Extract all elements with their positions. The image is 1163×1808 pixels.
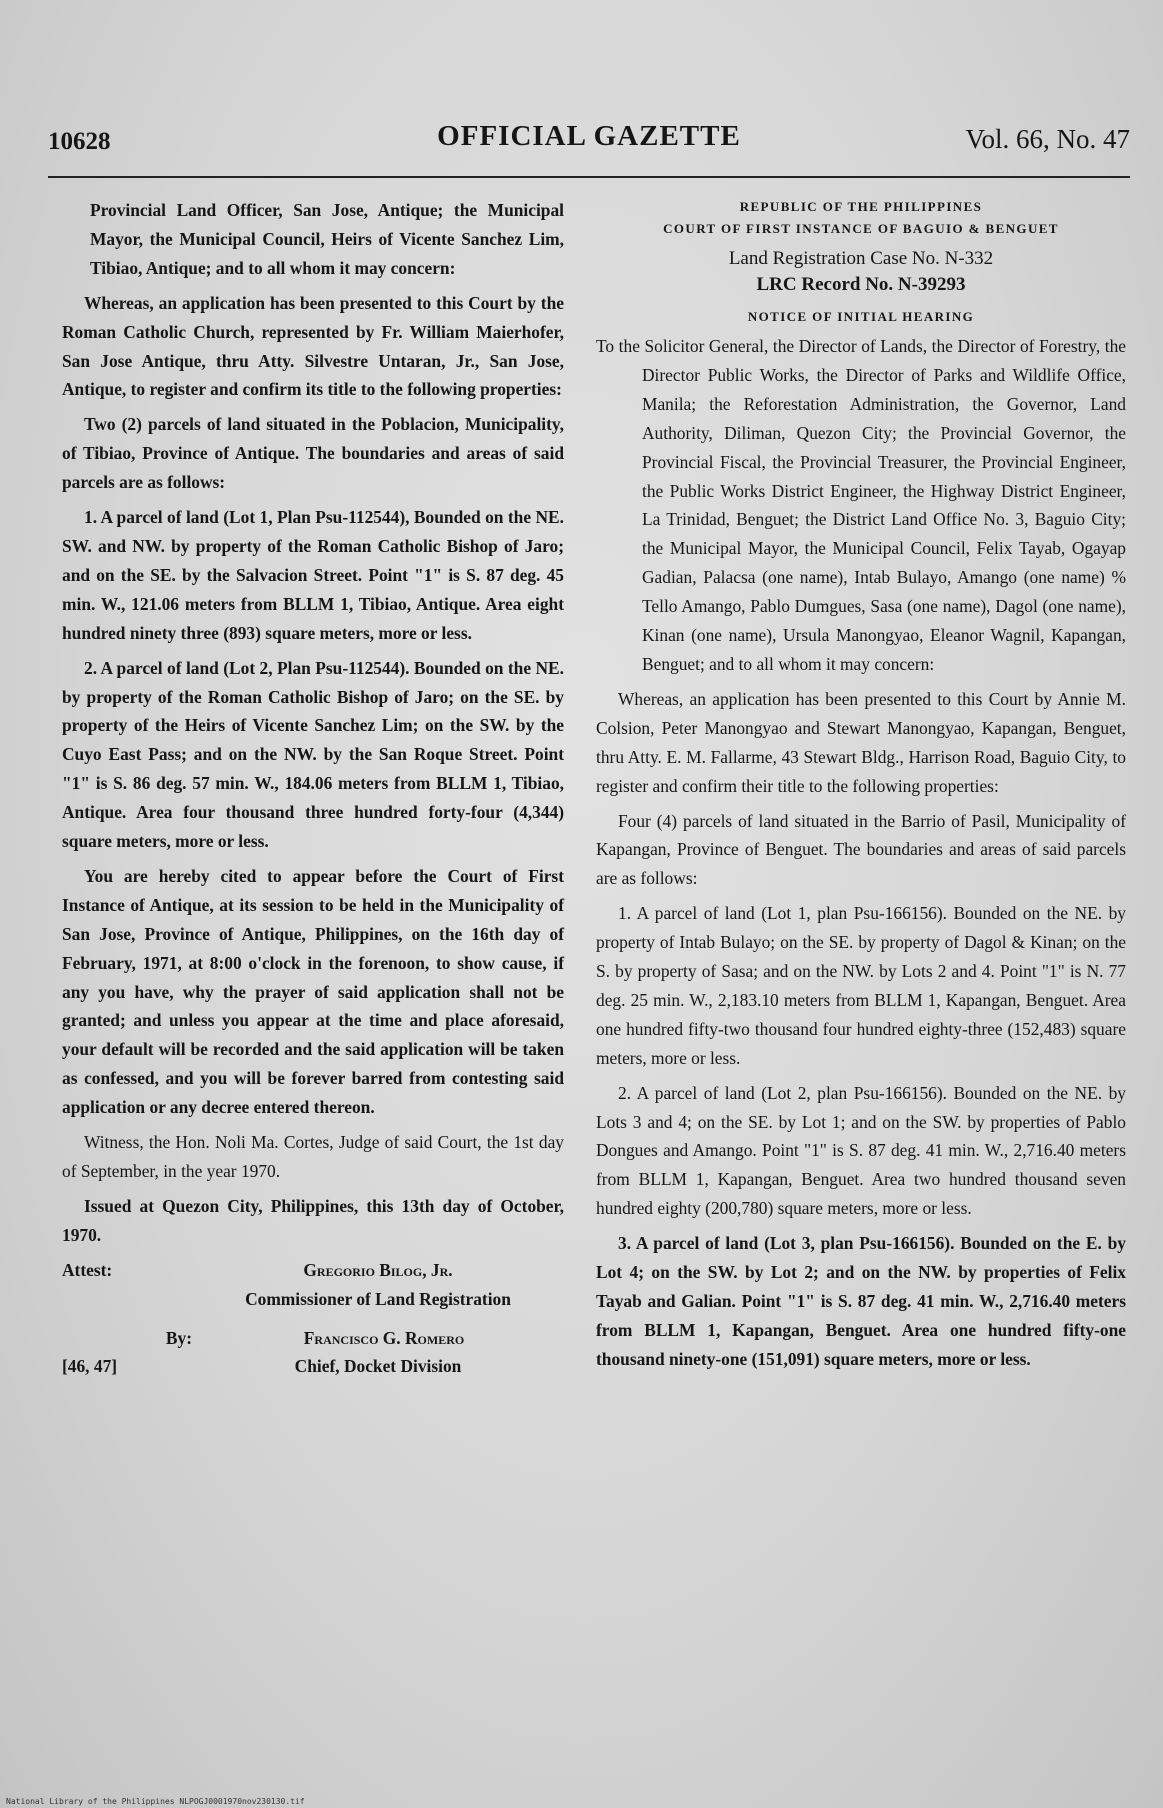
left-citation: You are hereby cited to appear before the Court of First Instance of Antique, at its session to be held in the Municipality of San Jose, Province of Antique, Philippines, on the 16th day of February, 1971, at 8:00 o'clock in the forenoon, to show cause, if any you have, why the prayer of said application shall not be granted; and unless you appear at the time and place aforesaid, your default will be recorded and the said application will be taken as confessed, and you will be forever barred from contesting said application or any decree entered thereon. [62,865,564,1118]
header-rule [48,176,1130,178]
page-number: 10628 [48,128,111,155]
left-witness: Witness, the Hon. Noli Ma. Cortes, Judge of said Court, the 1st day of September, in the year 1970. [62,1132,564,1181]
commissioner-name: Gregorio Bilog, Jr. [303,1259,453,1280]
left-column [62,196,564,1381]
chief-title: Chief, Docket Division [294,1356,462,1377]
attest-signature [62,1256,564,1285]
right-parcel-3: 3. A parcel of land (Lot 3, plan Psu-166156). Bounded on the E. by Lot 4; on the SW. by Lot 2; and on the NW. by properties of Felix Tayab and Galian. Point "1" is S. 87 deg. 41 min. W., 2,716.40 meters from BLLM 1, Kapangan, Benguet. Area one hundred fifty-one thousand ninety-one (151,091) square meters, more or less. [596,1233,1126,1369]
left-addressees: Provincial Land Officer, San Jose, Antique; the Municipal Mayor, the Municipal Council, Heirs of Vicente Sanchez Lim, Tibiao, Antique; and to all whom it may concern: [90,200,564,278]
court-heading: COURT OF FIRST INSTANCE OF BAGUIO & BENGUET [663,221,1059,236]
commissioner-title-row [62,1285,564,1314]
left-paragraph: Two (2) parcels of land situated in the Poblacion, Municipality, of Tibiao, Province of Antique. The boundaries and areas of said parcels are as follows: [62,414,564,493]
attest-label: Attest: [62,1259,113,1280]
right-addressees: To the Solicitor General, the Director of Lands, the Director of Forestry, the Director Public Works, the Director of Parks and Wildlife Office, Manila; the Reforestation Administration, the Governor, Land Authority, Diliman, Quezon City; the Provincial Governor, the Provincial Fiscal, the Provincial Treasurer, the Provincial Engineer, the Public Works District Engineer, the Highway District Engineer, La Trinidad, Benguet; the District Land Office No. 3, Baguio City; the Municipal Mayor, the Municipal Council, Felix Tayab, Ogayap Gadian, Palacsa (one name), Intab Bulayo, Amango (one name) % Tello Amango, Pablo Dumgues, Sasa (one name), Dagol (one name), Kinan (one name), Ursula Manongyao, Eleanor Wagnil, Kapangan, Benguet; and to all whom it may concern: [596,336,1126,674]
right-parcel-2: 2. A parcel of land (Lot 2, plan Psu-166156). Bounded on the NE. by Lots 3 and 4; on the SE. by Lot 1; and on the SW. by properties of Pablo Dongues and Amango. Point "1" is S. 87 deg. 41 min. W., 2,716.40 meters from BLLM 1, Kapangan, Benguet. Area two hundred thousand seven hundred eighty (200,780) square meters, more or less. [596,1082,1126,1219]
chief-title-row [62,1352,564,1381]
right-column [596,196,1126,1380]
page-header [48,120,1130,160]
right-paragraph: Four (4) parcels of land situated in the Barrio of Pasil, Municipality of Kapangan, Province of Benguet. The boundaries and areas of said parcels are as follows: [596,810,1126,889]
chief-name: Francisco G. Romero [303,1327,465,1348]
by-label: By: [165,1327,192,1348]
gazette-title: OFFICIAL GAZETTE [437,120,741,152]
issue-reference: [46, 47] [62,1356,118,1377]
volume-number: Vol. 66, No. 47 [965,124,1130,154]
case-number: Land Registration Case No. N-332 [728,248,994,269]
scan-footer: National Library of the Philippines NLPOGJ0001970nov230130.tif [6,1797,305,1806]
by-signature [62,1324,564,1353]
right-paragraph: Whereas, an application has been presented to this Court by Annie M. Colsion, Peter Manongyao and Stewart Manongyao, Kapangan, Benguet, thru Atty. E. M. Fallarme, 43 Stewart Bldg., Harrison Road, Baguio City, to register and confirm their title to the following properties: [596,688,1126,796]
left-paragraph: Whereas, an application has been presented to this Court by the Roman Catholic Church, represented by Fr. William Maierhofer, San Jose Antique, thru Atty. Silvestre Untaran, Jr., San Jose, Antique, to register and confirm its title to the following properties: [62,292,564,400]
republic-heading: REPUBLIC OF THE PHILIPPINES [739,199,983,214]
left-parcel-1: 1. A parcel of land (Lot 1, Plan Psu-112544), Bounded on the NE. SW. and NW. by property of the Roman Catholic Bishop of Jaro; and on the SE. by the Salvacion Street. Point "1" is S. 87 deg. 45 min. W., 121.06 meters from BLLM 1, Tibiao, Antique. Area eight hundred ninety three (893) square meters, more or less. [62,507,564,643]
left-issued: Issued at Quezon City, Philippines, this 13th day of October, 1970. [62,1195,564,1245]
notice-title: NOTICE OF INITIAL HEARING [747,309,975,324]
right-parcel-1: 1. A parcel of land (Lot 1, plan Psu-166156). Bounded on the NE. by property of Intab Bulayo; on the SE. by property of Dagol & Kinan; on the S. by property of Sasa; and on the NW. by Lots 2 and 4. Point "1" is N. 77 deg. 25 min. W., 2,183.10 meters from BLLM 1, Kapangan, Benguet. Area one hundred fifty-two thousand four hundred eighty-three (152,483) square meters, more or less. [596,903,1126,1068]
lrc-record: LRC Record No. N-39293 [756,274,966,295]
left-parcel-2: 2. A parcel of land (Lot 2, Plan Psu-112544). Bounded on the NE. by property of the Roman Catholic Bishop of Jaro; on the SE. by property of the Heirs of Vicente Sanchez Lim; on the SW. by the Cuyo East Pass; and on the NW. by the San Roque Street. Point "1" is S. 86 deg. 57 min. W., 184.06 meters from BLLM 1, Tibiao, Antique. Area four thousand three hundred forty-four (4,344) square meters, more or less. [62,657,564,852]
commissioner-title: Commissioner of Land Registration [245,1288,511,1309]
